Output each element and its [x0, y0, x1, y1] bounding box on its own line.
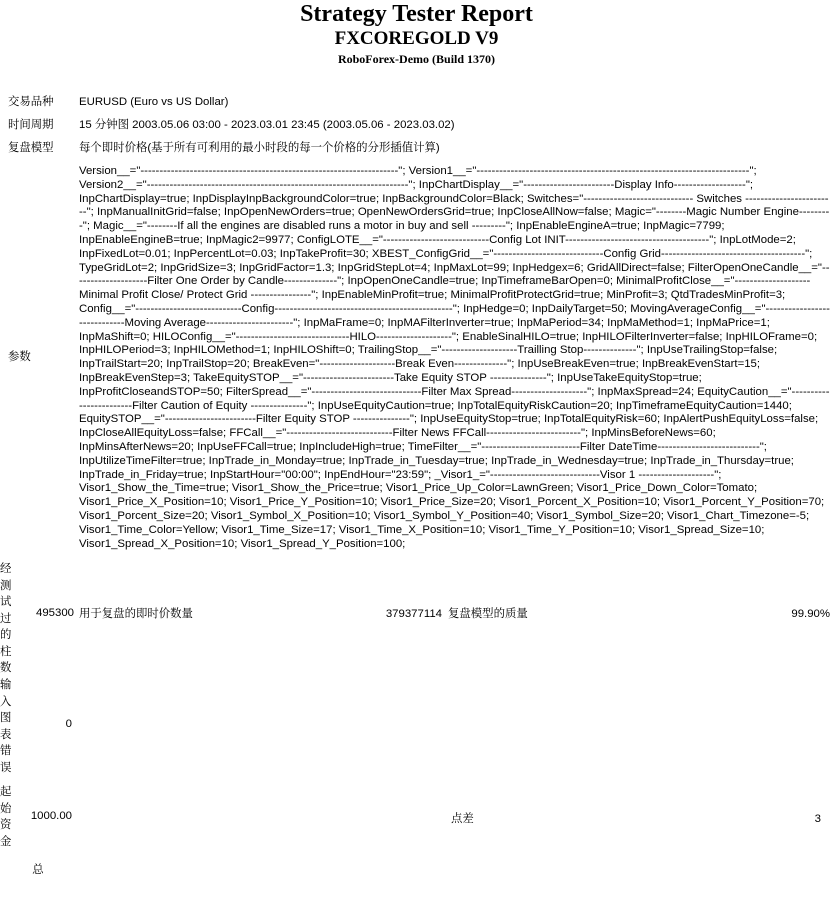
symbol-label: 交易品种: [8, 95, 54, 108]
quality-value: 99.90%: [791, 607, 830, 620]
partial-label: 总: [32, 864, 44, 877]
period-value: 15 分钟图 2003.05.06 03:00 - 2023.03.01 23:45 (2003.05.06 - 2023.03.02): [79, 118, 455, 131]
model-label: 复盘模型: [8, 141, 54, 154]
spread-label: 点差: [451, 813, 474, 826]
bars-value: 495300: [35, 607, 74, 620]
symbol-row: [0, 91, 833, 114]
mismatch-value: 0: [65, 718, 72, 731]
mismatch-label: 输入图表错误: [0, 679, 12, 774]
model-row: [0, 137, 833, 160]
expert-name: FXCOREGOLD V9: [334, 28, 499, 49]
deposit-row: [0, 780, 833, 860]
spread-value: 3: [814, 813, 821, 826]
params-label: 参数: [8, 351, 31, 364]
report-table: [0, 91, 833, 880]
params-row: [0, 160, 833, 556]
ticks-label: 用于复盘的即时价数量: [79, 607, 193, 620]
bars-label: 经测试过的柱数: [0, 563, 12, 675]
deposit-value: 1000.00: [30, 810, 72, 823]
ticks-value: 379377114: [385, 607, 442, 620]
period-label: 时间周期: [8, 118, 54, 131]
params-value: Version__="--------------------------------------------------------------------"; Version1__="------------------------------------------------------------------------"; Version2__="---------------------------------------------------------------------"; InpChartDisplay__="------------------------Display Info-------------------"; InpChartDisplay=true; InpDisplayInpBackgroundColor=true; InpBackgroundColor=Black; Switches="----------------------------- Switches ------------------------"; InpManualInitGrid=false; InpOpenNewOrders=true; OpenNewOrdersGrid=true; InpCloseAllNow=false; Magic="--------Magic Number Engine---------"; Magic__="--------If all the engines are disabled runs a motor in buy and sell ---------"; InpEnableEngineA=true; InpMagic=7799; InpEnableEngineB=true; InpMagic2=9977; ConfigLOTE__="----------------------------Config Lot INIT--------------------------------------"; InpLotMode=2; InpFixedLot=0.01; InpPercentLot=0.03; InpTakeProfit=30; XBEST_ConfigGrid__="-----------------------------Config Grid--------------------------------------"; TypeGridLot=2; InpGridSize=3; InpGridFactor=1.3; InpGridStepLot=4; InpMaxLot=99; InpHedgex=6; GridAllDirect=false; FilterOpenOneCandle__="--------------------Filter One Order by Candle--------------"; InpOpenOneCandle=true; InpTimeframeBarOpen=0; MinimalProfitClose__="--------------------Minimal Profit Close/ Protect Grid ----------------"; InpEnableMinProfit=true; MinimalProfitProtectGrid=true; MinProfit=3; QtdTradesMinProfit=3; Config__="----------------------------Config-----------------------------------------------"; InpHedge=0; InpDailyTarget=50; MovingAverageConfig__="-----------------------------Moving Average-----------------------"; InpMaFrame=0; InpMAFilterInverter=true; InpMaPeriod=34; InpMaMethod=1; InpMaPrice=1; InpMaShift=0; HILOConfig__="------------------------------HILO--------------------"; EnableSinalHILO=true; InpHILOFilterInverter=false; InpHILOFrame=0; InpHILOPeriod=3; InpHILOMethod=1; InpHILOShift=0; TrailingStop__="--------------------Trailling Stop--------------"; InpUseTrailingStop=false; InpTrailStart=20; InpTrailStop=20; BreakEven="--------------------Break Even--------------"; InpUseBreakEven=true; InpBreakEvenStart=15; InpBreakEvenStep=3; TakeEquitySTOP__="------------------------Take Equity STOP ---------------"; InpUseTakeEquityStop=true; InpProfitCloseandSTOP=50; FilterSpread__="-----------------------------Filter Max Spread--------------------"; InpMaxSpread=24; EquityCaution__="------------------------Filter Caution of Equity ---------------"; InpUseEquityCaution=true; InpTotalEquityRiskCaution=20; InpTimeframeEquityCaution=1440; EquitySTOP__="------------------------Filter Equity STOP ---------------"; InpUseEquityStop=true; InpTotalEquityRisk=60; InpAlertPushEquityLoss=false; InpCloseAllEquityLoss=false; FFCall__="----------------------------Filter News FFCall-------------------------"; InpMinsBeforeNews=60; InpMinsAfterNews=20; InpUseFFCall=true; InpIncludeHigh=true; TimeFilter__="--------------------------Filter DateTime---------------------------"; InpUtilizeTimeFilter=true; InpTrade_in_Monday=true; InpTrade_in_Tuesday=true; InpTrade_in_Wednesday=true; InpTrade_in_Thursday=true; InpTrade_in_Friday=true; InpStartHour="00:00"; InpEndHour="23:59"; _Visor1_="-----------------------------Visor 1 --------------------"; Visor1_Show_the_Time=true; Visor1_Show_the_Price=true; Visor1_Price_Up_Color=LawnGreen; Visor1_Price_Down_Color=Tomato; Visor1_Price_X_Position=10; Visor1_Price_Y_Position=10; Visor1_Price_Size=20; Visor1_Porcent_X_Position=10; Visor1_Porcent_Y_Position=70; Visor1_Porcent_Size=20; Visor1_Symbol_X_Position=10; Visor1_Symbol_Y_Position=40; Visor1_Symbol_Size=20; Visor1_Chart_Timezone=-5; Visor1_Time_Color=Yellow; Visor1_Time_Size=17; Visor1_Time_X_Position=10; Visor1_Time_Y_Position=10; Visor1_Spread_Size=10; Visor1_Spread_X_Position=10; Visor1_Spread_Y_Position=100;: [79, 165, 830, 550]
report-header: [0, 1, 833, 67]
model-value: 每个即时价格(基于所有可利用的最小时段的每一个价格的分形插值计算): [79, 141, 440, 154]
symbol-value: EURUSD (Euro vs US Dollar): [79, 95, 229, 108]
server-build: RoboForex-Demo (Build 1370): [337, 52, 496, 66]
bars-row: [0, 556, 833, 673]
deposit-label: 起始资金: [0, 786, 12, 848]
partial-row: [0, 860, 833, 880]
quality-label: 复盘模型的质量: [448, 607, 528, 620]
period-row: [0, 114, 833, 137]
report-title: Strategy Tester Report: [300, 1, 533, 27]
mismatch-row: [0, 673, 833, 780]
